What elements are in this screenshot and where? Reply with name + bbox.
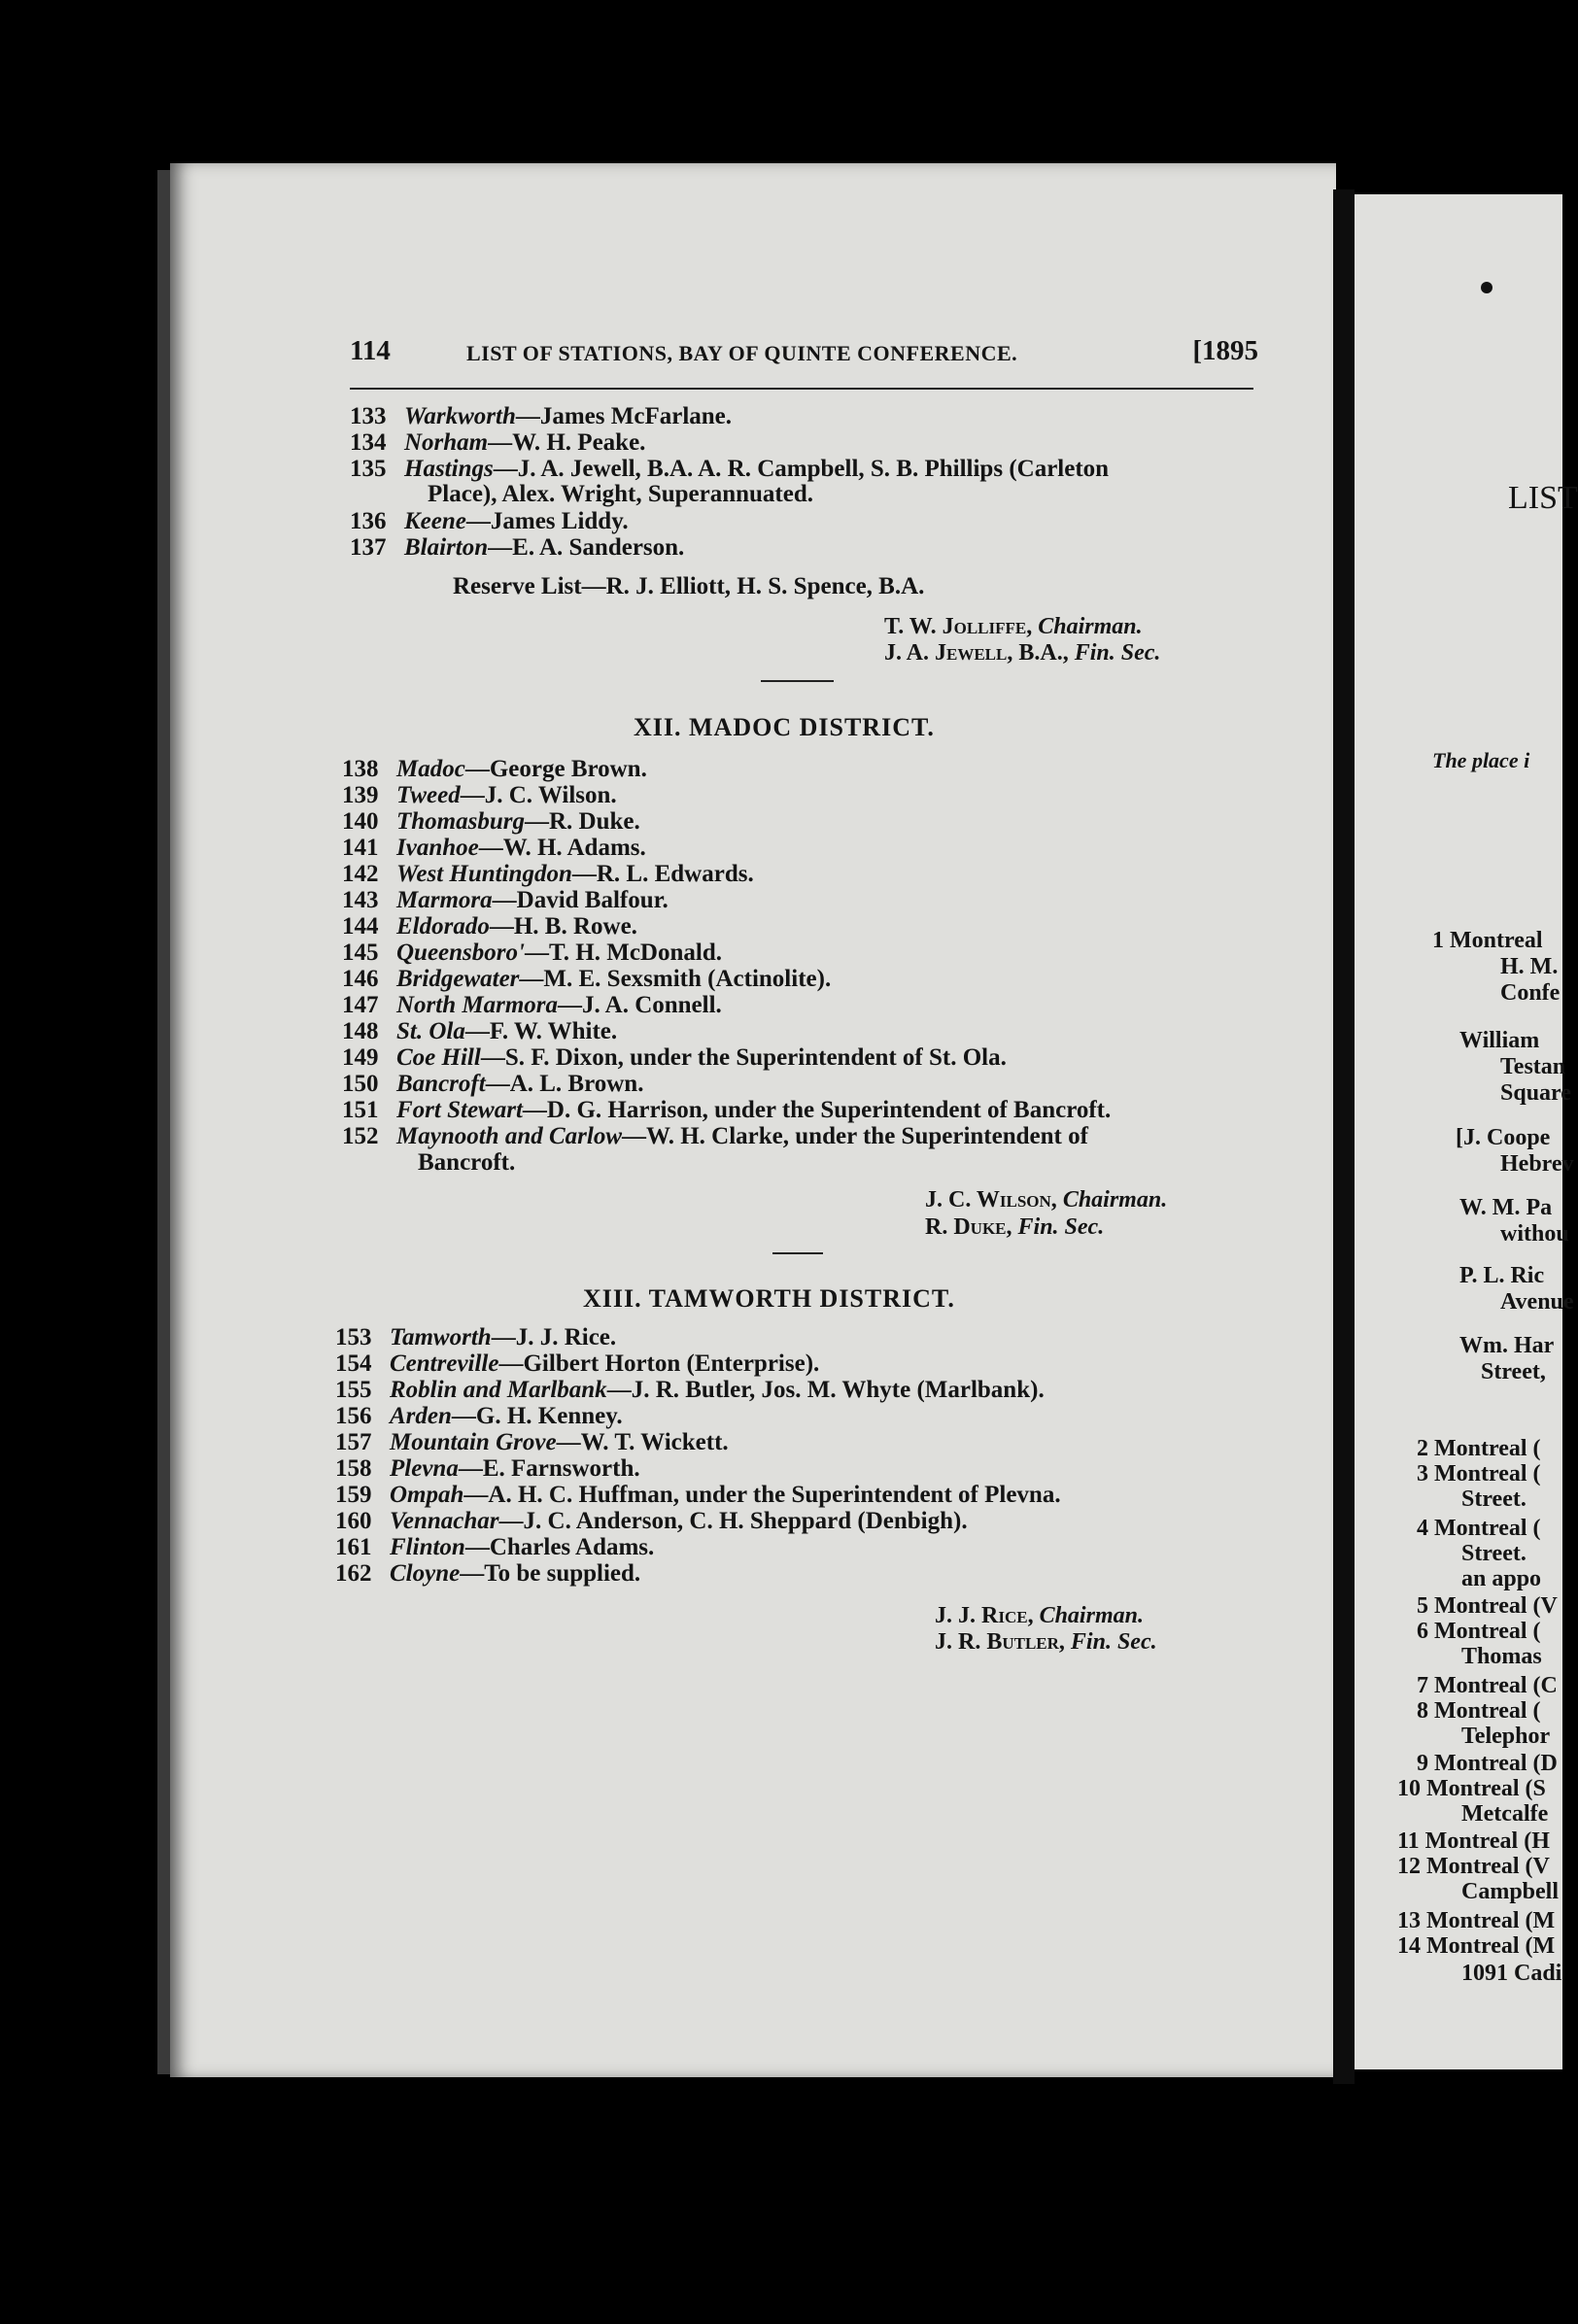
- page-number: 114: [350, 335, 391, 366]
- station-entry: 140 Thomasburg—R. Duke.: [342, 808, 640, 835]
- right-page-line: 1091 Cadi: [1461, 1961, 1562, 1986]
- right-page-line: Campbell: [1461, 1879, 1560, 1904]
- station-entry: 149 Coe Hill—S. F. Dixon, under the Superintendent of St. Ola.: [342, 1044, 1007, 1071]
- right-page-line: Street,: [1481, 1359, 1546, 1384]
- ink-dot: [1481, 282, 1492, 293]
- entry-continuation: Place), Alex. Wright, Superannuated.: [428, 481, 814, 507]
- right-page-line: 14 Montreal (M: [1397, 1933, 1556, 1959]
- right-page-line: 13 Montreal (M: [1397, 1908, 1556, 1933]
- right-page-line: 3 Montreal (: [1417, 1461, 1541, 1487]
- right-page-line: 11 Montreal (H: [1397, 1828, 1550, 1854]
- station-entry: 139 Tweed—J. C. Wilson.: [342, 782, 617, 808]
- station-entry: 153 Tamworth—J. J. Rice.: [335, 1324, 617, 1350]
- station-entry: 151 Fort Stewart—D. G. Harrison, under the Superintendent of Bancroft.: [342, 1097, 1112, 1123]
- station-entry: 161 Flinton—Charles Adams.: [335, 1534, 655, 1560]
- right-page-line: Wm. Har: [1459, 1333, 1555, 1358]
- right-page-line: 6 Montreal (: [1417, 1619, 1541, 1644]
- right-page-line: P. L. Ric: [1459, 1263, 1545, 1288]
- right-page-line: 4 Montreal (: [1417, 1516, 1541, 1541]
- station-entry: 135 Hastings—J. A. Jewell, B.A. A. R. Campbell, S. B. Phillips (Carleton: [350, 456, 1110, 482]
- right-page-line: [J. Coope: [1456, 1125, 1551, 1150]
- station-entry: 155 Roblin and Marlbank—J. R. Butler, Jos. M. Whyte (Marlbank).: [335, 1377, 1045, 1403]
- station-entry: 160 Vennachar—J. C. Anderson, C. H. Sheppard (Denbigh).: [335, 1508, 968, 1534]
- station-entry: 134 Norham—W. H. Peake.: [350, 429, 646, 456]
- chairman-signature: J. C. Wilson, Chairman.: [925, 1187, 1168, 1213]
- right-page-line: Avenue: [1500, 1289, 1574, 1315]
- station-entry: 154 Centreville—Gilbert Horton (Enterprise).: [335, 1350, 820, 1377]
- station-entry: 162 Cloyne—To be supplied.: [335, 1560, 641, 1587]
- right-page-line: Testan: [1500, 1054, 1566, 1079]
- station-entry: 146 Bridgewater—M. E. Sexsmith (Actinolite).: [342, 966, 832, 992]
- header-year: [1895: [1192, 335, 1258, 366]
- district-heading: XIII. TAMWORTH DISTRICT.: [583, 1284, 955, 1313]
- station-entry: 159 Ompah—A. H. C. Huffman, under the Superintendent of Plevna.: [335, 1482, 1061, 1508]
- running-title: LIST OF STATIONS, BAY OF QUINTE CONFERENCE.: [466, 341, 1018, 365]
- station-entry: 147 North Marmora—J. A. Connell.: [342, 992, 722, 1018]
- right-page-line: Metcalfe: [1461, 1801, 1549, 1827]
- station-entry: 142 West Huntingdon—R. L. Edwards.: [342, 861, 754, 887]
- station-entry: 136 Keene—James Liddy.: [350, 508, 629, 534]
- right-page-line: Confe: [1500, 980, 1561, 1006]
- station-entry: 145 Queensboro'—T. H. McDonald.: [342, 940, 722, 966]
- fin-sec-signature: J. R. Butler, Fin. Sec.: [935, 1629, 1157, 1655]
- station-entry: 157 Mountain Grove—W. T. Wickett.: [335, 1429, 729, 1455]
- right-page-line: an appo: [1461, 1566, 1542, 1591]
- right-page-line: Street.: [1461, 1541, 1527, 1566]
- station-entry: 138 Madoc—George Brown.: [342, 756, 647, 782]
- right-page-line: Street.: [1461, 1487, 1527, 1512]
- right-page-title: LIST: [1508, 480, 1578, 516]
- book-page-right: [1355, 194, 1578, 2069]
- right-page-line: 12 Montreal (V: [1397, 1854, 1550, 1879]
- right-page-line: 9 Montreal (D: [1417, 1751, 1558, 1776]
- station-entry: 137 Blairton—E. A. Sanderson.: [350, 534, 685, 561]
- header-rule: [350, 388, 1253, 390]
- station-entry: 150 Bancroft—A. L. Brown.: [342, 1071, 644, 1097]
- entry-continuation: Bancroft.: [418, 1149, 516, 1176]
- station-entry: 144 Eldorado—H. B. Rowe.: [342, 913, 637, 940]
- page-header: [350, 335, 1258, 368]
- station-entry: 133 Warkworth—James McFarlane.: [350, 403, 733, 429]
- right-page-line: 1 Montreal: [1432, 928, 1543, 953]
- chairman-signature: J. J. Rice, Chairman.: [935, 1603, 1144, 1628]
- right-page-line: Thomas: [1461, 1644, 1542, 1669]
- station-entry: 158 Plevna—E. Farnsworth.: [335, 1455, 640, 1482]
- right-page-line: William: [1459, 1028, 1540, 1053]
- right-page-line: Hebrev: [1500, 1151, 1574, 1177]
- chairman-signature: T. W. Jolliffe, Chairman.: [884, 614, 1143, 639]
- right-page-line: 7 Montreal (C: [1417, 1673, 1558, 1698]
- section-divider: [772, 1252, 823, 1254]
- fin-sec-signature: R. Duke, Fin. Sec.: [925, 1214, 1105, 1240]
- fin-sec-signature: J. A. Jewell, B.A., Fin. Sec.: [884, 640, 1161, 666]
- right-page-line: 2 Montreal (: [1417, 1436, 1541, 1461]
- station-entry: 148 St. Ola—F. W. White.: [342, 1018, 618, 1044]
- district-heading: XII. MADOC DISTRICT.: [634, 713, 935, 741]
- right-page-intro: The place i: [1432, 748, 1530, 772]
- right-page-line: 10 Montreal (S: [1397, 1776, 1546, 1801]
- right-page-line: withou: [1500, 1221, 1569, 1247]
- station-entry: 143 Marmora—David Balfour.: [342, 887, 669, 913]
- station-entry: 152 Maynooth and Carlow—W. H. Clarke, under the Superintendent of: [342, 1123, 1088, 1149]
- right-page-line: Square: [1500, 1080, 1571, 1106]
- right-page-line: 8 Montreal (: [1417, 1698, 1541, 1724]
- station-entry: 141 Ivanhoe—W. H. Adams.: [342, 835, 646, 861]
- book-gutter: [1333, 189, 1355, 2084]
- right-page-line: 5 Montreal (V: [1417, 1593, 1558, 1619]
- right-page-line: W. M. Pa: [1459, 1195, 1553, 1220]
- reserve-list: Reserve List—R. J. Elliott, H. S. Spence, B.A.: [453, 573, 925, 599]
- station-entry: 156 Arden—G. H. Kenney.: [335, 1403, 623, 1429]
- right-page-line: Telephor: [1461, 1724, 1551, 1749]
- right-page-line: H. M.: [1500, 954, 1559, 979]
- section-divider: [761, 680, 834, 682]
